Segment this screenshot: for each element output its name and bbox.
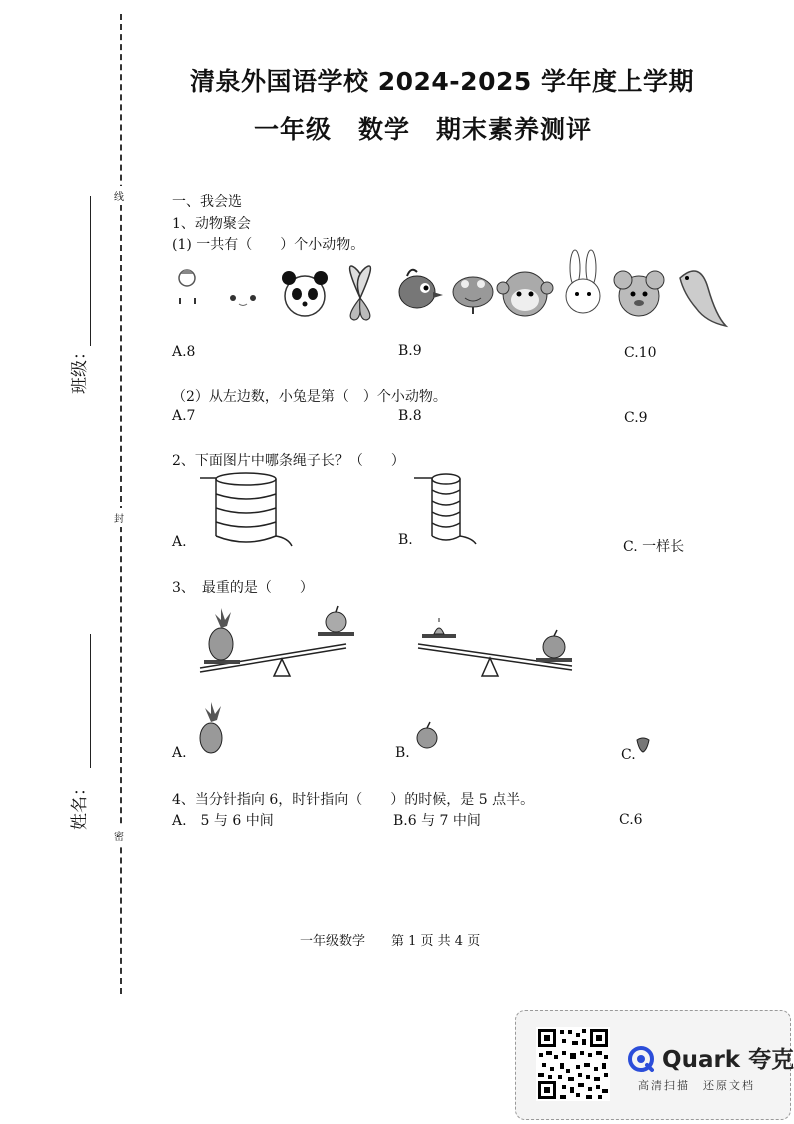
bird-icon bbox=[399, 270, 443, 308]
q2-option-b: B. bbox=[398, 532, 413, 548]
chick-icon bbox=[179, 269, 195, 304]
q1-sub1-option-c: C.10 bbox=[624, 345, 657, 361]
q3-option-b: B. bbox=[395, 745, 410, 761]
q1-sub1-option-b: B.9 bbox=[398, 343, 422, 359]
q4-option-c: C.6 bbox=[619, 812, 643, 828]
q3-option-a: A. bbox=[172, 745, 187, 761]
apple-icon bbox=[414, 718, 440, 752]
binding-char-top: 线 bbox=[112, 186, 126, 205]
qr-code-icon bbox=[536, 1027, 610, 1101]
q1-sub1: (1) 一共有（ ）个小动物。 bbox=[172, 237, 365, 253]
q3-title: 3、 最重的是（ ） bbox=[172, 580, 314, 596]
q1-title: 1、动物聚会 bbox=[172, 216, 251, 232]
class-label: 班级： bbox=[70, 343, 90, 394]
q4-option-a: A. 5 与 6 中间 bbox=[172, 813, 274, 829]
q1-sub1-option-a: A.8 bbox=[172, 344, 196, 360]
balance-apple-strawberry-figure bbox=[412, 608, 582, 688]
binding-char-bottom: 密 bbox=[112, 826, 126, 845]
rabbit-icon bbox=[566, 250, 600, 313]
q1-sub2-option-c: C.9 bbox=[624, 410, 648, 426]
rope-cylinder-a-figure bbox=[198, 470, 298, 550]
quark-subtitle: 高清扫描 还原文档 bbox=[638, 1079, 755, 1092]
section-heading: 一、我会选 bbox=[172, 194, 242, 210]
quark-brand-text: Quark 夸克 bbox=[662, 1047, 794, 1073]
class-field-line bbox=[90, 196, 91, 346]
pineapple-icon bbox=[198, 700, 226, 755]
q4-option-b: B.6 与 7 中间 bbox=[393, 813, 481, 829]
q2-option-c: C. 一样长 bbox=[623, 539, 685, 555]
animals-row bbox=[165, 248, 735, 336]
butterfly-icon bbox=[350, 266, 371, 320]
frog-icon bbox=[453, 277, 493, 314]
monkey-icon bbox=[497, 272, 553, 316]
bunny-face-icon bbox=[230, 295, 256, 306]
q2-title: 2、下面图片中哪条绳子长？（ ） bbox=[172, 453, 405, 469]
name-field-line bbox=[90, 634, 91, 768]
q1-sub2-option-a: A.7 bbox=[172, 408, 196, 424]
mouse-icon bbox=[614, 271, 664, 316]
fish-icon bbox=[680, 271, 726, 326]
exam-title-line2: 一年级 数学 期末素养测评 bbox=[254, 115, 593, 144]
q4-title: 4、当分针指向 6，时针指向（ ）的时候，是 5 点半。 bbox=[172, 792, 535, 808]
exam-title-line1: 清泉外国语学校 2024-2025 学年度上学期 bbox=[190, 67, 694, 96]
binding-dashed-line bbox=[120, 14, 122, 994]
rope-cylinder-b-figure bbox=[412, 470, 482, 550]
q1-sub2: （2）从左边数，小兔是第（ ）个小动物。 bbox=[172, 389, 447, 405]
binding-char-mid: 封 bbox=[112, 508, 126, 527]
quark-logo-icon bbox=[628, 1046, 654, 1072]
balance-pineapple-apple-figure bbox=[196, 600, 366, 680]
quark-watermark bbox=[515, 1010, 794, 1120]
panda-icon bbox=[282, 271, 328, 316]
quark-brand bbox=[628, 1041, 794, 1074]
q3-option-c: C. bbox=[621, 747, 636, 763]
page-footer: 一年级数学 第 1 页 共 4 页 bbox=[300, 934, 481, 949]
strawberry-icon bbox=[634, 732, 652, 754]
q2-option-a: A. bbox=[172, 534, 187, 550]
name-label: 姓名： bbox=[70, 779, 90, 830]
q1-sub2-option-b: B.8 bbox=[398, 408, 422, 424]
